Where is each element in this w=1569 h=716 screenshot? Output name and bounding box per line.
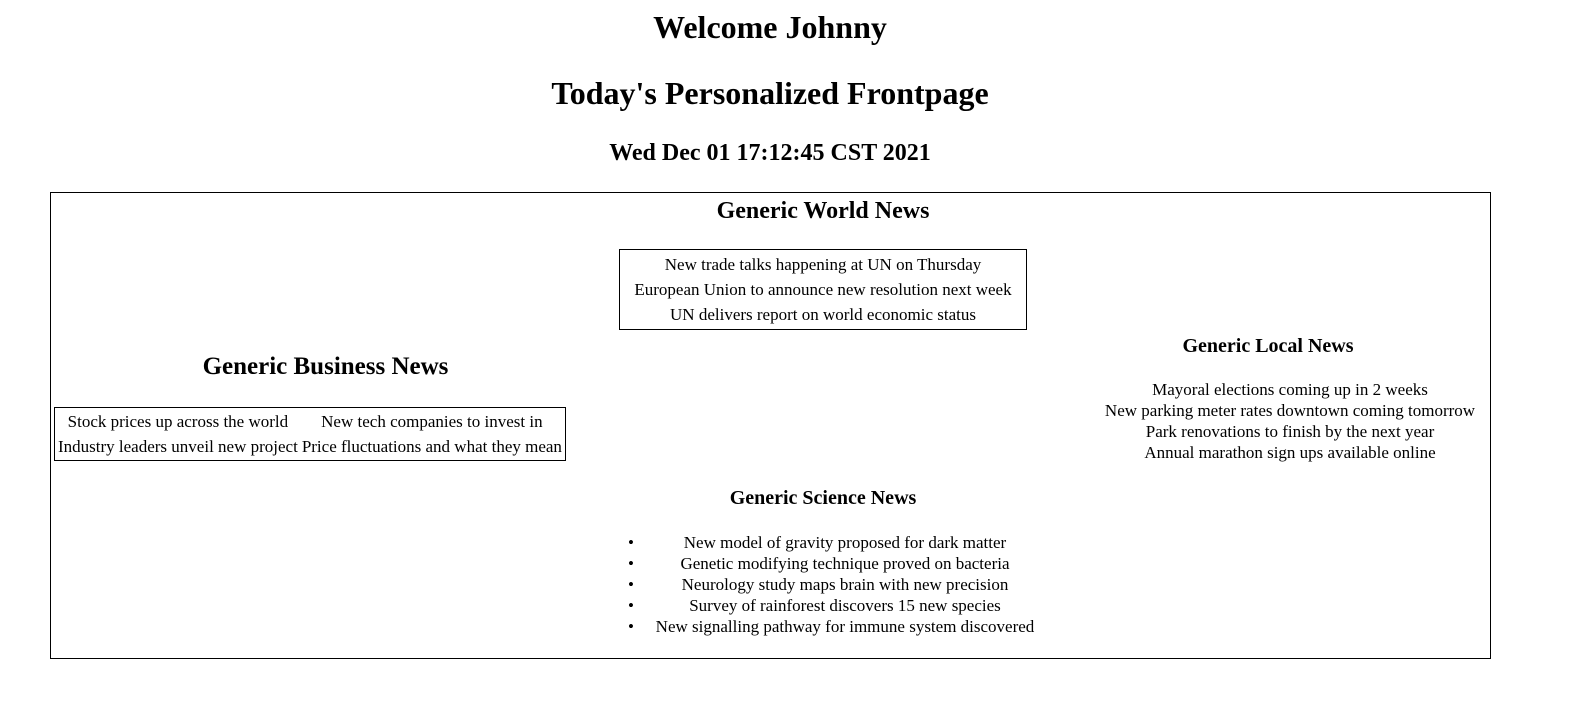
local-news-item: Mayoral elections coming up in 2 weeks [1152, 380, 1428, 399]
science-news-item: Genetic modifying technique proved on bacteria [680, 554, 1010, 573]
bullet-icon: • [628, 596, 634, 615]
science-news-title: Generic Science News [729, 487, 917, 509]
business-news-table [54, 407, 566, 461]
list-item [628, 595, 1046, 616]
world-news-item: UN delivers report on world economic status [670, 305, 976, 324]
local-news-item: New parking meter rates downtown coming tomorrow [1104, 401, 1476, 420]
science-news-item: New signalling pathway for immune system discovered [655, 617, 1035, 636]
local-news-item: Park renovations to finish by the next year [1145, 422, 1435, 441]
page-title: Today's Personalized Frontpage [551, 75, 989, 111]
table-row [57, 435, 563, 458]
world-news-item: European Union to announce new resolution next week [634, 280, 1012, 299]
local-news-list [1090, 379, 1490, 463]
world-news-list [619, 249, 1027, 330]
business-news-item: Industry leaders unveil new project [58, 437, 298, 456]
list-item [628, 532, 1046, 553]
local-news-item: Annual marathon sign ups available online [1144, 443, 1436, 462]
world-news-item: New trade talks happening at UN on Thursday [664, 255, 982, 274]
science-news-item: New model of gravity proposed for dark matter [683, 533, 1007, 552]
bullet-icon: • [628, 554, 634, 573]
list-item [628, 616, 1046, 637]
science-news-item: Neurology study maps brain with new precision [681, 575, 1009, 594]
welcome-heading: Welcome Johnny [653, 9, 887, 45]
bullet-icon: • [628, 575, 634, 594]
current-date: Wed Dec 01 17:12:45 CST 2021 [609, 140, 931, 166]
list-item [628, 574, 1046, 595]
world-news-title: Generic World News [716, 198, 930, 224]
table-row [57, 410, 563, 433]
business-news-item: Stock prices up across the world [67, 412, 289, 431]
business-news-title: Generic Business News [202, 353, 449, 380]
bullet-icon: • [628, 617, 634, 636]
business-news-item: New tech companies to invest in [321, 412, 543, 431]
bullet-icon: • [628, 533, 634, 552]
business-news-item: Price fluctuations and what they mean [301, 437, 562, 456]
local-news-title: Generic Local News [1182, 335, 1354, 357]
science-news-list [628, 532, 1058, 637]
list-item [628, 553, 1046, 574]
science-news-item: Survey of rainforest discovers 15 new species [689, 596, 1001, 615]
